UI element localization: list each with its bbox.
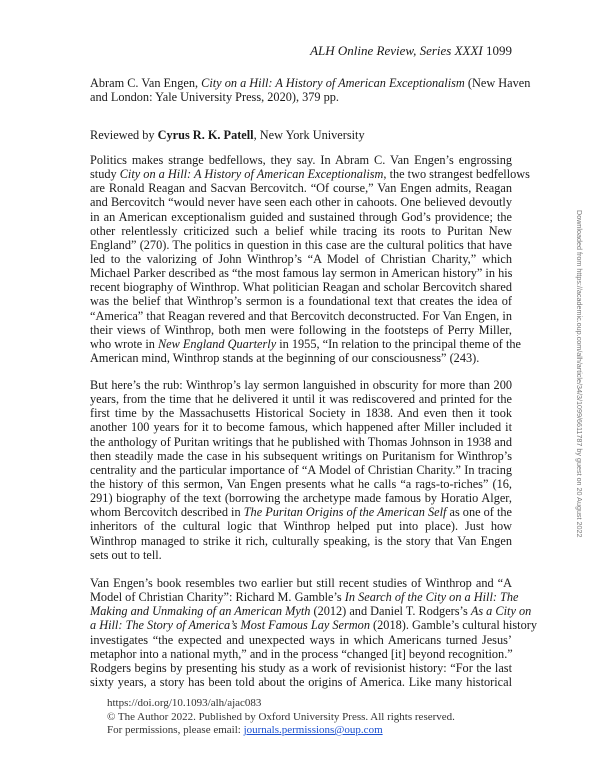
text-segment: England” (270). The politics in question in this case are the cultural politics that have [90, 237, 512, 252]
text-segment: (2018). Gamble’s cultural history [369, 618, 537, 633]
reviewer-prefix: Reviewed by [90, 128, 158, 142]
text-segment: other relentlessly criticized such a belief while tracing its roots to Puritan New [90, 223, 512, 238]
text-line [90, 477, 512, 491]
text-line [90, 406, 512, 420]
text-line [90, 435, 512, 449]
text-segment: 291) biography of the text (borrowing the archetype made famous by Horatio Alger, [90, 491, 512, 506]
footer [107, 697, 455, 738]
reviewer-name: Cyrus R. K. Patell [157, 128, 254, 142]
page-number: 1099 [486, 43, 512, 58]
permissions-line [107, 724, 455, 738]
text-line [90, 153, 512, 167]
text-segment: metaphor into a national myth,” and in the process “changed [it] beyond recognition.” [90, 646, 513, 661]
text-line [90, 661, 512, 675]
text-segment: was the belief that Winthrop’s sermon is a foundational text that creates the idea of [90, 294, 512, 309]
body-paragraph [90, 576, 537, 689]
text-segment: American mind, Winthrop stands at the beginning of our consciousness” (243). [90, 350, 480, 365]
text-segment: years, from the time that he delivered it until it was rediscovered and printed for the [90, 392, 512, 407]
text-segment: centrality and the particular importance of “A Model of Christian Charity.” In tracing [90, 462, 512, 477]
text-line [90, 491, 512, 505]
text-segment: (New Haven [464, 76, 531, 90]
text-segment: sixty years, a story has been told about the origins of America. Like many historical [90, 674, 512, 689]
reviewer-line [90, 128, 365, 143]
text-line [90, 90, 512, 104]
text-line [90, 336, 521, 351]
text-line [90, 548, 512, 562]
body-paragraph [90, 378, 512, 562]
text-segment: Michael Parker described as “the most famous lay sermon in American history” in his [90, 266, 513, 281]
text-segment: as one of the [446, 505, 512, 520]
italic-title: Making and Unmaking of an American Myth [90, 604, 311, 619]
text-segment: Winthrop managed to strike it rich, culturally speaking, is the story that Van Engen [90, 533, 512, 548]
copyright-text: © The Author 2022. Published by Oxford University Press. All rights reserved. [107, 710, 455, 723]
text-segment: led to the valorizing of John Winthrop’s “A Model of Christian Charity,” which [90, 251, 512, 266]
text-segment: inheritors of the cultural logic that Winthrop helped put into place). Just how [90, 519, 512, 534]
text-segment: who wrote in [90, 336, 158, 351]
italic-title: The Puritan Origins of the American Self [243, 505, 447, 520]
text-line [90, 181, 512, 195]
text-line [90, 195, 512, 209]
text-segment: and London: Yale University Press, 2020), 379 pp. [90, 90, 339, 104]
download-watermark: Downloaded from https://academic.oup.com/alh/article/34/3/1099/6611787 by guest on 20 August 2022 [575, 210, 584, 538]
reviewer-affiliation: , New York University [253, 128, 365, 142]
text-segment: But here’s the rub: Winthrop’s lay sermon languished in obscurity for more than 200 [90, 378, 512, 392]
text-segment: the history of this sermon, Van Engen presents what he calls “a rags-to-riches” (16, [90, 476, 512, 491]
text-line [90, 647, 512, 661]
text-segment: in an American exceptionalism guided and sustained through God’s providence; the [90, 209, 512, 224]
text-segment: in 1955, “In relation to the principal theme of the [276, 336, 521, 351]
text-segment: , the two strangest bedfellows [383, 167, 530, 182]
text-line [90, 633, 512, 647]
text-segment: recent biography of Winthrop. What politician Reagan and scholar Bercovitch shared [90, 280, 512, 295]
text-segment: investigates “the expected and unexpected ways in which Americans turned Jesus’ [90, 632, 512, 647]
italic-title: In Search of the City on a Hill: The [344, 590, 519, 605]
doi-text: https://doi.org/10.1093/alh/ajac083 [107, 697, 262, 709]
italic-title: New England Quarterly [157, 336, 277, 351]
text-line [90, 378, 512, 392]
text-segment: study [90, 167, 120, 182]
permissions-email-link[interactable]: journals.permissions@oup.com [243, 724, 383, 736]
text-line [90, 576, 512, 590]
text-line [90, 351, 512, 365]
text-segment: and Bercovitch “would never have seen each other in cahoots. One believed devoutly [90, 195, 512, 210]
text-line [90, 238, 512, 252]
text-line [90, 294, 512, 308]
text-line [90, 309, 512, 323]
text-line [90, 392, 512, 406]
text-line [90, 252, 512, 266]
text-segment: Abram C. Van Engen, [90, 76, 202, 90]
text-line [90, 604, 532, 619]
italic-title: City on a Hill: A History of American Exceptionalism [201, 76, 465, 90]
text-line [90, 463, 512, 477]
italic-title: City on a Hill: A History of American Exceptionalism [119, 167, 384, 182]
text-line [90, 590, 519, 605]
text-line [90, 210, 512, 224]
text-line [90, 449, 512, 463]
text-line [90, 534, 512, 548]
body-paragraph [90, 153, 530, 365]
text-line [90, 76, 531, 90]
text-segment: sets out to tell. [90, 547, 162, 562]
text-line [90, 167, 530, 182]
text-line [90, 675, 512, 689]
text-line [90, 323, 512, 337]
text-segment: Van Engen’s book resembles two earlier but still recent studies of Winthrop and “A [90, 576, 512, 590]
text-segment: Rodgers begins by presenting his study as a work of revisionist history: “For the last [90, 660, 512, 675]
italic-title: a Hill: The Story of America’s Most Famous Lay Sermon [90, 618, 370, 633]
book-citation [90, 76, 531, 104]
journal-title: ALH Online Review, Series XXXI [310, 43, 483, 58]
text-line [90, 519, 512, 533]
text-segment: Politics makes strange bedfellows, they say. In Abram C. Van Engen’s engrossing [90, 153, 512, 167]
text-segment: whom Bercovitch described in [90, 505, 244, 520]
text-segment: “America” that Reagan revered and that Bercovitch deconstructed. For Van Engen, in [90, 308, 512, 323]
text-line [90, 280, 512, 294]
italic-title: As a City on [470, 604, 532, 619]
permissions-prefix: For permissions, please email: [107, 724, 244, 736]
text-segment: first time by the Massachusetts Historical Society in 1838. And even then it took [90, 406, 512, 421]
text-segment: Model of Christian Charity”: Richard M. Gamble’s [90, 590, 345, 605]
text-segment: (2012) and Daniel T. Rodgers’s [310, 604, 471, 619]
text-segment: the anthology of Puritan writings that he published with Thomas Johnson in 1938 and [90, 434, 512, 449]
text-line [90, 224, 512, 238]
running-header [310, 43, 512, 59]
text-line [90, 618, 537, 633]
text-line [90, 505, 512, 519]
text-segment: their views of Winthrop, both men were following in the footsteps of Perry Miller, [90, 322, 512, 337]
text-line [90, 266, 512, 280]
text-segment: another 100 years for it to become famous, which happened after Miller included it [90, 420, 512, 435]
text-line [90, 420, 512, 434]
text-segment: are Ronald Reagan and Sacvan Bercovitch. “Of course,” Van Engen admits, Reagan [90, 181, 512, 196]
text-segment: then steadily made the case in his subsequent writings on Puritanism for Winthrop’s [90, 448, 512, 463]
